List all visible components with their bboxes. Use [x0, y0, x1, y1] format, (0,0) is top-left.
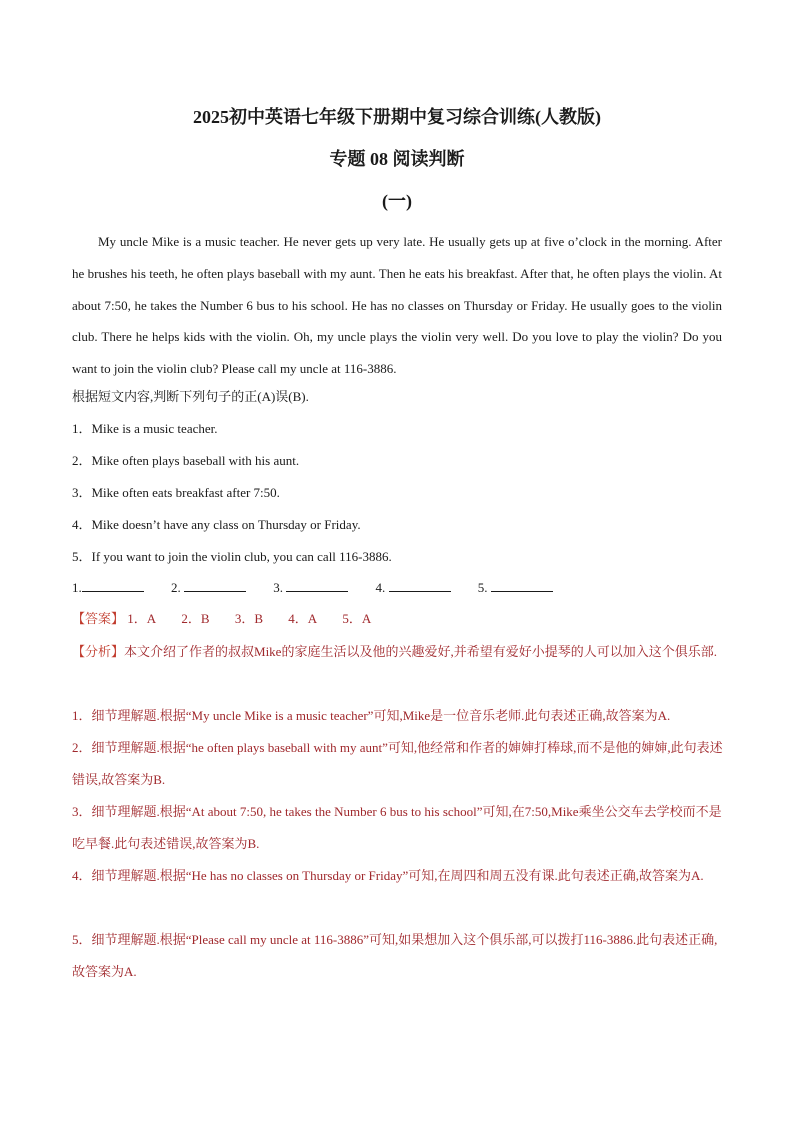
passage-text: My uncle Mike is a music teacher. He never gets up very late. He usually gets up at five o’clock in the morning. After he brushes his teeth, he often plays baseball with my aunt. Then he eats his breakfast. After that, he often plays the violin. At about 7:50, he takes the Number 6 bus to his school. He has no classes on Thursday or Friday. He usually goes to the violin club. There he helps kids with the violin. Oh, my uncle plays the violin very well. Do you love to play the violin? Do you want to join the violin club? Please call my uncle at 116-3886. — [72, 234, 722, 377]
answer-value-3: 3．B — [234, 611, 263, 626]
question-1: 1．Mike is a music teacher. — [72, 421, 218, 436]
answer-blanks — [72, 577, 577, 599]
question-4: 4．Mike doesn’t have any class on Thursday or Friday. — [72, 517, 361, 532]
answer-blank-4[interactable]: 4. — [376, 577, 451, 599]
answer-value-4: 4．A — [288, 611, 318, 626]
section-heading: (一) — [382, 191, 412, 211]
analysis-summary — [72, 636, 724, 668]
answer-blank-1[interactable]: 1. — [72, 577, 144, 599]
answer-value-5: 5．A — [342, 611, 372, 626]
answer-value-2: 2．B — [181, 611, 210, 626]
analysis-item-2: 2．细节理解题.根据“he often plays baseball with my aunt”可知,他经常和作者的婶婶打棒球,而不是他的婶婶,此句表述错误,故答案为B. — [72, 740, 723, 787]
answer-blank-3[interactable]: 3. — [273, 577, 348, 599]
answer-blank-5[interactable]: 5. — [478, 577, 553, 599]
question-5: 5．If you want to join the violin club, you can call 116-3886. — [72, 549, 392, 564]
analysis-item-1: 1．细节理解题.根据“My uncle Mike is a music teacher”可知,Mike是一位音乐老师.此句表述正确,故答案为A. — [72, 708, 671, 723]
answer-key — [72, 608, 393, 630]
analysis-item-3: 3．细节理解题.根据“At about 7:50, he takes the Number 6 bus to his school”可知,在7:50,Mike乘坐公交车去学校而不是吃早餐.此句表述错误,故答案为B. — [72, 804, 722, 851]
answer-value-1: 1．A — [127, 611, 157, 626]
document-title: 2025初中英语七年级下册期中复习综合训练(人教版) — [193, 107, 601, 127]
analysis-item-4: 4．细节理解题.根据“He has no classes on Thursday or Friday”可知,在周四和周五没有课.此句表述正确,故答案为A. — [72, 868, 704, 883]
analysis-summary-text: 本文介绍了作者的叔叔Mike的家庭生活以及他的兴趣爱好,并希望有爱好小提琴的人可以加入这个俱乐部. — [124, 644, 717, 659]
analysis-tag: 【分析】 — [72, 644, 125, 659]
analysis-item-5: 5．细节理解题.根据“Please call my uncle at 116-3886”可知,如果想加入这个俱乐部,可以拨打116-3886.此句表述正确,故答案为A. — [72, 932, 718, 979]
reading-passage — [72, 226, 722, 385]
answer-tag: 【答案】 — [72, 611, 125, 626]
question-2: 2．Mike often plays baseball with his aunt. — [72, 453, 300, 468]
instruction-text: 根据短文内容,判断下列句子的正(A)误(B). — [72, 389, 309, 404]
document-subtitle: 专题 08 阅读判断 — [329, 149, 465, 169]
answer-blank-2[interactable]: 2. — [171, 577, 246, 599]
question-3: 3．Mike often eats breakfast after 7:50. — [72, 485, 280, 500]
